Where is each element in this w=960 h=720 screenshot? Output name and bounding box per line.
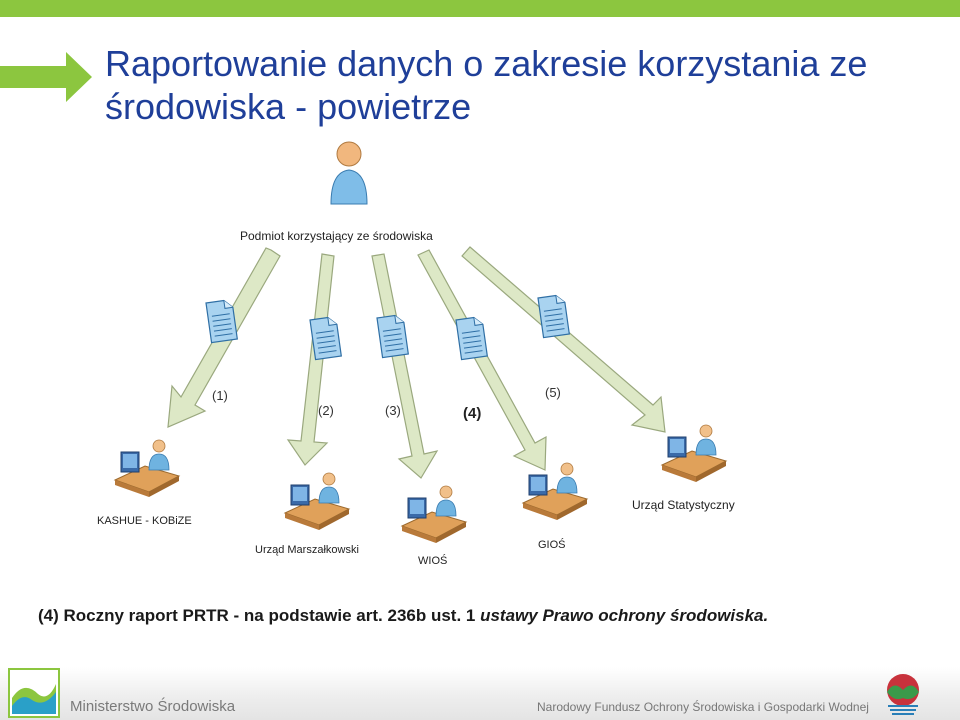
arrow-3 bbox=[372, 254, 437, 478]
note-law: ustawy Prawo ochrony środowiska. bbox=[480, 606, 769, 625]
person-icon bbox=[331, 142, 367, 204]
flow-number-2: (2) bbox=[318, 403, 334, 418]
flow-number-1: (1) bbox=[212, 388, 228, 403]
footer-fund-name: Narodowy Fundusz Ochrony Środowiska i Gospodarki Wodnej bbox=[537, 700, 869, 714]
recipient-label-3: WIOŚ bbox=[418, 555, 448, 567]
document-icon bbox=[377, 314, 408, 357]
recipient-label-1: KASHUE - KOBiZE bbox=[97, 515, 192, 527]
arrow-5 bbox=[462, 247, 665, 432]
ministry-logo-icon bbox=[8, 668, 60, 718]
arrow-2 bbox=[288, 254, 334, 465]
recipient-label-4: GIOŚ bbox=[538, 539, 566, 551]
workstation-icon bbox=[523, 463, 587, 520]
footer-ministry-name: Ministerstwo Środowiska bbox=[70, 698, 236, 715]
flow-number-4: (4) bbox=[463, 405, 482, 422]
recipient-label-2: Urząd Marszałkowski bbox=[255, 544, 359, 556]
document-icon bbox=[456, 316, 487, 359]
slide-title-line2: środowiska - powietrze bbox=[105, 86, 472, 127]
flow-number-5: (5) bbox=[545, 385, 561, 400]
workstation-icon bbox=[662, 425, 726, 482]
workstation-icon bbox=[285, 473, 349, 530]
flow-number-3: (3) bbox=[385, 403, 401, 418]
document-icon bbox=[310, 316, 341, 359]
arrow-4 bbox=[418, 250, 546, 470]
note-prefix: (4) Roczny raport PRTR - na podstawie art. 236b ust. 1 bbox=[38, 606, 481, 625]
recipient-label-5: Urząd Statystyczny bbox=[632, 498, 735, 512]
fund-logo-icon bbox=[882, 672, 924, 716]
source-label: Podmiot korzystający ze środowiska bbox=[240, 229, 433, 243]
workstation-icon bbox=[402, 486, 466, 543]
prtr-note bbox=[38, 606, 938, 626]
workstation-icon bbox=[115, 440, 179, 497]
document-icon bbox=[538, 294, 569, 337]
slide-title-line1: Raportowanie danych o zakresie korzystania ze bbox=[105, 43, 868, 84]
